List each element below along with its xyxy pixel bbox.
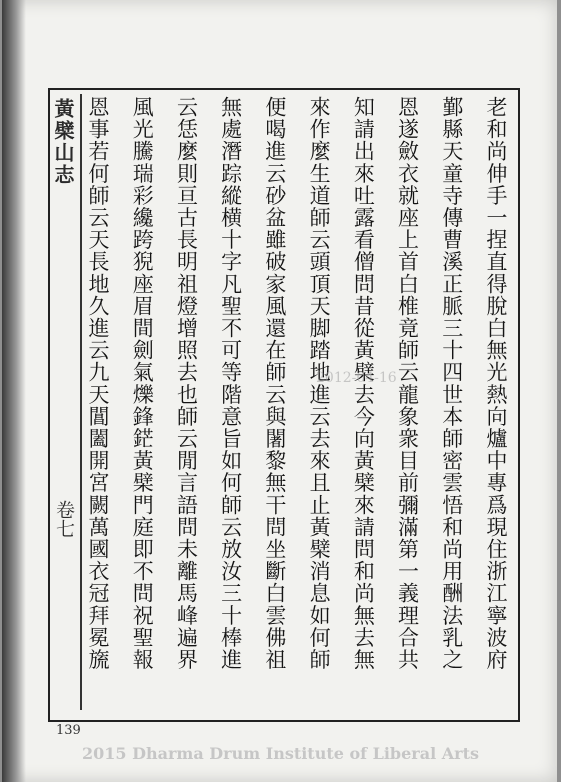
margin-folio: 卷七 xyxy=(53,500,75,538)
text-column-7: 無處潛踪縱横十字凡聖不可等階意旨如何師云放汝三十棒進 xyxy=(218,96,243,671)
binding-shadow xyxy=(2,0,26,782)
text-column-1: 老和尚伸手一捏直得脫白無光熱向爐中專爲現住浙江寧波府 xyxy=(483,96,508,671)
text-column-8: 云恁麼則亘古長明祖燈增照去也師云閒言語問未離馬峰遍界 xyxy=(174,96,199,671)
text-column-4: 知請出來吐露看僧問昔從黃檗去今向黃檗來請問和尚無去無 xyxy=(351,96,376,671)
text-column-2: 鄞縣天童寺傳曹溪正脈三十四世本師密雲悟和尚用酬法乳之 xyxy=(439,96,464,671)
text-column-9: 風光騰瑞彩纔跨猊座眉間劍氣爍鋒鋩黃檗門庭即不問祝聖報 xyxy=(130,96,155,671)
date-stamp: 2012-04-16 xyxy=(316,370,397,386)
body-text xyxy=(86,96,508,712)
text-column-3: 恩遂斂衣就座上首白椎竟師云龍象衆目前彌滿第一義理合共 xyxy=(395,96,420,671)
margin-title: 黃檗山志 xyxy=(51,98,75,186)
text-column-5: 來作麼生道師云頭頂天脚踏地進云去來且止黃檗消息如何師 xyxy=(307,96,332,671)
text-column-10: 恩事若何師云天長地久進云九天閶闔開宮闕萬國衣冠拜冕旒 xyxy=(86,96,110,671)
page-number: 139 xyxy=(56,723,81,738)
watermark: 2015 Dharma Drum Institute of Liberal Arts xyxy=(82,744,479,763)
text-column-6: 便喝進云砂盆雖破家風還在師云與闍黎無干問坐斷白雲佛祖 xyxy=(262,96,287,671)
margin-column xyxy=(51,94,82,710)
